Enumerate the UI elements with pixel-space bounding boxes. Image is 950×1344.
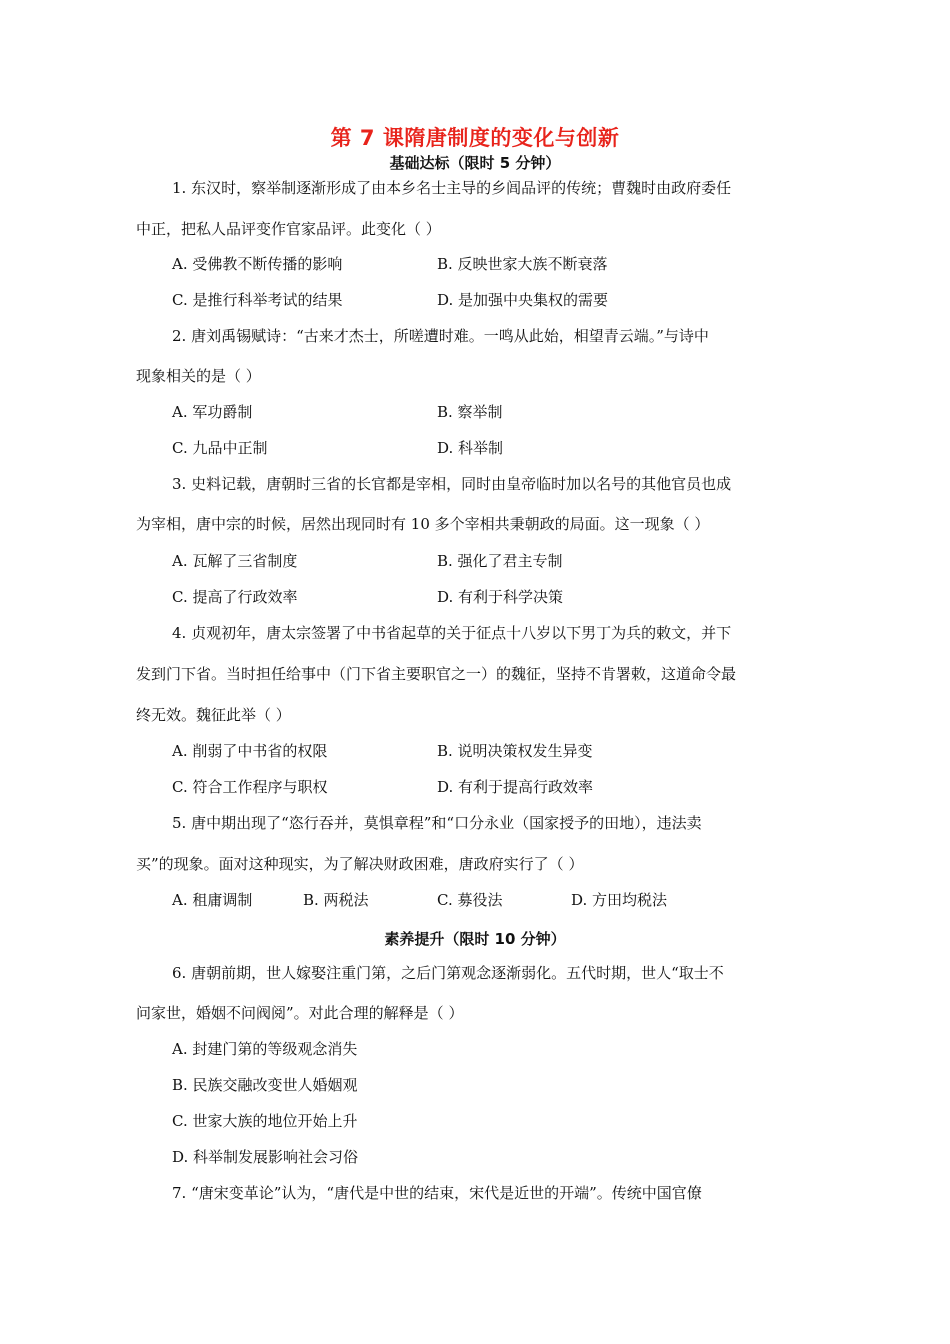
question-1-stem-cont: 中正，把私人品评变作官家品评。此变化（ ） [136,220,441,238]
question-2-stem: 2. 唐刘禹锡赋诗：“古来才杰士，所嗟遭时难。一鸣从此始，相望青云端。”与诗中 [172,327,709,345]
question-5-option-d: D. 方田均税法 [571,891,668,909]
question-1-option-d: D. 是加强中央集权的需要 [437,291,609,309]
question-3-option-a: A. 瓦解了三省制度 [172,552,298,570]
section-heading-advanced: 素养提升（限时 10 分钟） [384,930,566,948]
question-2-option-c: C. 九品中正制 [172,439,268,457]
question-5-option-b: B. 两税法 [303,891,369,909]
question-4-option-b: B. 说明决策权发生异变 [437,742,593,760]
question-5-stem-cont: 买”的现象。面对这种现实，为了解决财政困难，唐政府实行了（ ） [136,855,584,873]
question-6-option-b: B. 民族交融改变世人婚姻观 [172,1076,358,1094]
question-4-stem: 4. 贞观初年，唐太宗签署了中书省起草的关于征点十八岁以下男丁为兵的敕文，并下 [172,624,732,642]
question-6-stem-cont: 问家世，婚姻不问阀阅”。对此合理的解释是（ ） [136,1004,464,1022]
question-1-option-c: C. 是推行科举考试的结果 [172,291,343,309]
question-3-option-b: B. 强化了君主专制 [437,552,563,570]
question-3-option-d: D. 有利于科学决策 [437,588,564,606]
question-4-option-d: D. 有利于提高行政效率 [437,778,594,796]
question-2-option-b: B. 察举制 [437,403,503,421]
question-3-option-c: C. 提高了行政效率 [172,588,298,606]
question-5-stem: 5. 唐中期出现了“恣行吞并，莫惧章程”和“口分永业（国家授予的田地），违法卖 [172,814,702,832]
question-1-option-a: A. 受佛教不断传播的影响 [172,255,343,273]
section-heading-basic: 基础达标（限时 5 分钟） [389,154,561,172]
question-2-stem-cont: 现象相关的是（ ） [136,367,261,385]
question-5-option-a: A. 租庸调制 [172,891,253,909]
question-3-stem: 3. 史料记载，唐朝时三省的长官都是宰相，同时由皇帝临时加以名号的其他官员也成 [172,475,732,493]
question-4-option-c: C. 符合工作程序与职权 [172,778,328,796]
question-1-stem: 1. 东汉时，察举制逐渐形成了由本乡名士主导的乡闾品评的传统；曹魏时由政府委任 [172,179,732,197]
question-4-stem-cont: 发到门下省。当时担任给事中（门下省主要职官之一）的魏征，坚持不肯署敕，这道命令最 [136,665,737,683]
question-4-stem-cont-2: 终无效。魏征此举（ ） [136,706,291,724]
question-6-option-a: A. 封建门第的等级观念消失 [172,1040,358,1058]
question-4-option-a: A. 削弱了中书省的权限 [172,742,328,760]
question-2-option-a: A. 军功爵制 [172,403,253,421]
question-3-stem-cont: 为宰相，唐中宗的时候，居然出现同时有 10 多个宰相共秉朝政的局面。这一现象（ ） [136,515,710,533]
question-2-option-d: D. 科举制 [437,439,504,457]
question-7-stem: 7. “唐宋变革论”认为，“唐代是中世的结束，宋代是近世的开端”。传统中国官僚 [172,1184,702,1202]
question-5-option-c: C. 募役法 [437,891,503,909]
question-6-option-c: C. 世家大族的地位开始上升 [172,1112,358,1130]
question-6-stem: 6. 唐朝前期，世人嫁娶注重门第，之后门第观念逐渐弱化。五代时期，世人“取士不 [172,964,724,982]
page-title: 第 7 课隋唐制度的变化与创新 [330,126,620,150]
question-6-option-d: D. 科举制发展影响社会习俗 [172,1148,359,1166]
question-1-option-b: B. 反映世家大族不断衰落 [437,255,608,273]
